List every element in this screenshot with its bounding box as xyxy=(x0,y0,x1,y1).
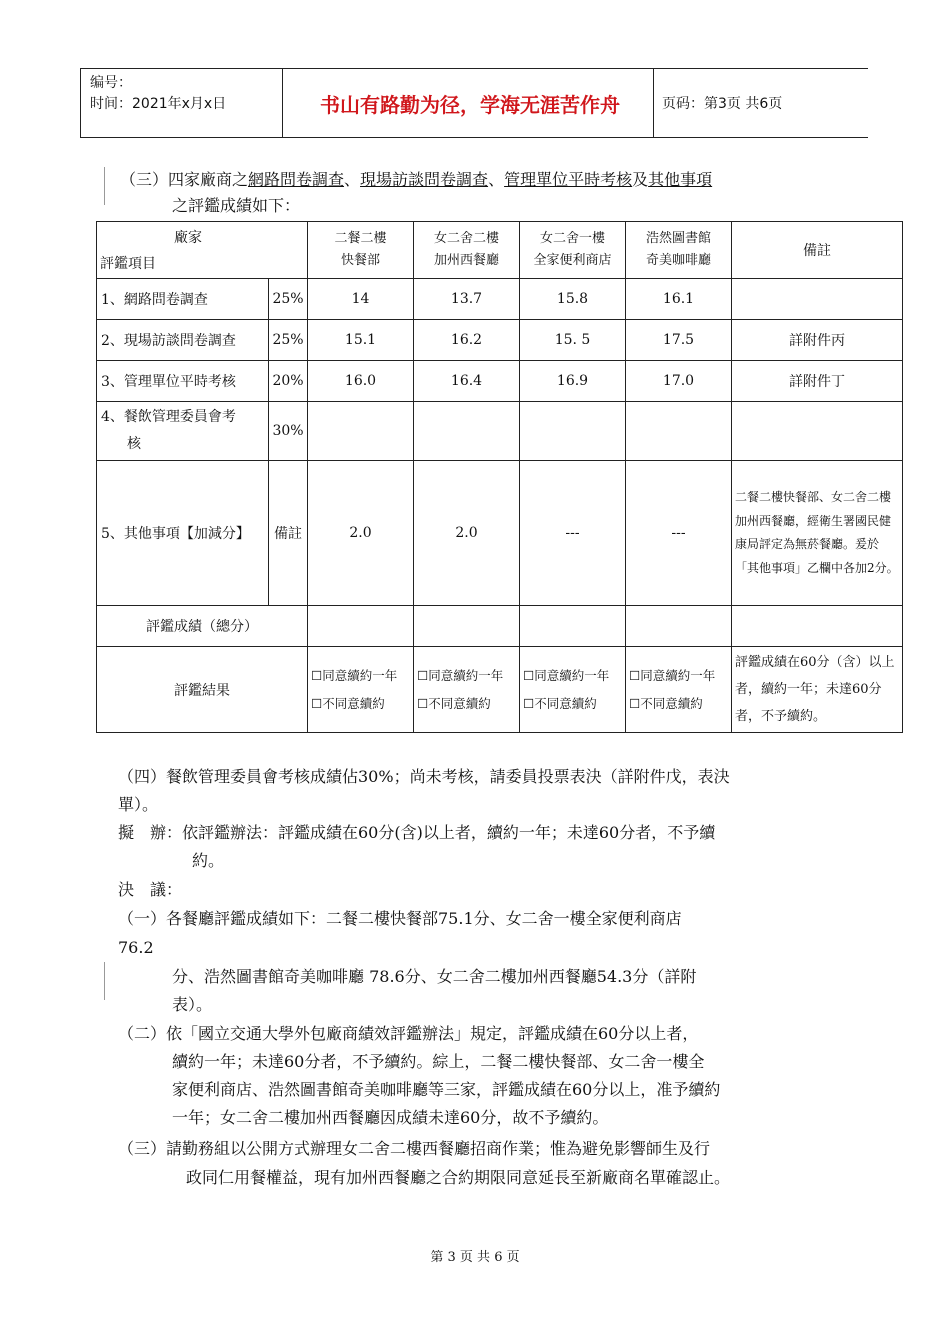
score-cell: 16.9 xyxy=(520,361,626,402)
vendor-name: 浩然圖書館 xyxy=(645,231,711,246)
remark-cell: 詳附件丙 xyxy=(732,320,903,361)
resolution-1-line1: （一）各餐廳評鑑成績如下：二餐二樓快餐部75.1分、女二舍一樓全家便利商店 xyxy=(118,909,682,928)
corner-item-label: 評鑑項目 xyxy=(100,256,156,272)
corner-cell xyxy=(97,222,308,279)
remark-cell: 二餐二樓快餐部、女二舍二樓加州西餐廳，經衛生署國民健康局評定為無菸餐廳。爰於「其他事項」乙欄中各加2分。 xyxy=(732,461,903,606)
p4-line1: （四）餐飲管理委員會考核成績佔30%；尚未考核，請委員投票表決（詳附件戊，表決 xyxy=(118,767,730,786)
resolution-1-line2: 76.2 xyxy=(118,938,154,957)
vendor-header xyxy=(308,222,414,279)
score-cell: 17.5 xyxy=(626,320,732,361)
resolution-3-line1: （三）請勤務組以公開方式辦理女二舍二樓西餐廳招商作業；惟為避免影響師生及行 xyxy=(118,1139,711,1158)
result-label: 評鑑結果 xyxy=(97,647,308,733)
header-meta xyxy=(90,73,226,115)
vendor-header xyxy=(626,222,732,279)
section3-prefix: （三）四家廠商之 xyxy=(120,170,249,189)
vendor-name: 女二舍一樓 xyxy=(539,231,605,246)
section3-item-online-survey: 網路問卷調查 xyxy=(248,170,345,189)
header-time: 时间：2021年x月x日 xyxy=(90,96,227,112)
result-row xyxy=(97,647,903,733)
score-cell: 16.4 xyxy=(414,361,520,402)
section3-item-other: 其他事項 xyxy=(648,170,713,189)
remark-cell: 詳附件丁 xyxy=(732,361,903,402)
evaluation-table xyxy=(96,221,903,733)
row-label: 1、網路問卷調查 xyxy=(97,279,269,320)
resolution-1-line3: 分、浩然圖書館奇美咖啡廳 78.6分、女二舍二樓加州西餐廳54.3分（詳附 xyxy=(172,967,697,986)
row-label-line: 4、餐飲管理委員會考 xyxy=(101,409,236,425)
agree-checkbox[interactable]: ☐同意續約一年 xyxy=(523,667,610,683)
total-cell xyxy=(414,606,520,647)
row-weight: 20% xyxy=(269,361,308,402)
section3-intro-line2: 之評鑑成績如下： xyxy=(172,196,301,215)
remark-header: 備註 xyxy=(732,222,903,279)
score-cell xyxy=(626,402,732,461)
revision-mark xyxy=(104,962,105,1000)
table-row xyxy=(97,320,903,361)
score-cell: 17.0 xyxy=(626,361,732,402)
resolution-2-line3: 家便利商店、浩然圖書館奇美咖啡廳等三家，評鑑成績在60分以上，准予續約 xyxy=(172,1080,721,1099)
score-cell xyxy=(520,402,626,461)
vendor-name: 加州西餐廳 xyxy=(433,253,499,268)
row-label: 3、管理單位平時考核 xyxy=(97,361,269,402)
score-cell: 2.0 xyxy=(308,461,414,606)
resolution-3-line2: 政同仁用餐權益，現有加州西餐廳之合約期限同意延長至新廠商名單確認止。 xyxy=(186,1168,731,1187)
proposal-line1: 擬 辦：依評鑑辦法：評鑑成績在60分(含)以上者，續約一年；未達60分者，不予續 xyxy=(118,823,716,842)
table-header-row xyxy=(97,222,903,279)
score-cell: --- xyxy=(520,461,626,606)
section3-join: 及 xyxy=(632,170,649,189)
score-cell: 16.0 xyxy=(308,361,414,402)
result-remark: 評鑑成績在60分（含）以上者，續約一年；未達60分者，不予續約。 xyxy=(732,647,903,733)
resolution-2-line1: （二）依「國立交通大學外包廠商績效評鑑辦法」規定，評鑑成績在60分以上者， xyxy=(118,1024,699,1043)
section3-sep: 、 xyxy=(488,170,505,189)
score-cell xyxy=(414,402,520,461)
agree-checkbox[interactable]: ☐同意續約一年 xyxy=(629,667,716,683)
row-weight: 25% xyxy=(269,279,308,320)
row-weight: 25% xyxy=(269,320,308,361)
corner-vendor-label: 廠家 xyxy=(174,230,202,246)
score-cell: 15. 5 xyxy=(520,320,626,361)
remark-cell xyxy=(732,279,903,320)
table-row xyxy=(97,279,903,320)
section3-sep: 、 xyxy=(344,170,361,189)
score-cell: 15.1 xyxy=(308,320,414,361)
table-row xyxy=(97,461,903,606)
score-cell: 16.1 xyxy=(626,279,732,320)
score-cell: 16.2 xyxy=(414,320,520,361)
header-divider-1 xyxy=(282,69,283,137)
remark-cell xyxy=(732,402,903,461)
result-options xyxy=(626,647,732,733)
header-motto: 书山有路勤为径，学海无涯苦作舟 xyxy=(320,92,620,117)
row-weight: 30% xyxy=(269,402,308,461)
row-label-line: 核 xyxy=(127,436,141,452)
table-row xyxy=(97,402,903,461)
vendor-header xyxy=(414,222,520,279)
agree-checkbox[interactable]: ☐同意續約一年 xyxy=(311,667,398,683)
agree-checkbox[interactable]: ☐同意續約一年 xyxy=(417,667,504,683)
revision-mark xyxy=(104,167,105,205)
resolution-1-line4: 表）。 xyxy=(172,995,213,1014)
total-cell xyxy=(626,606,732,647)
proposal-line2: 約。 xyxy=(192,851,225,870)
vendor-name: 女二舍二樓 xyxy=(433,231,499,246)
score-cell xyxy=(308,402,414,461)
header-page-code: 页码：第3页 共6页 xyxy=(662,96,783,112)
score-cell: 13.7 xyxy=(414,279,520,320)
score-cell: --- xyxy=(626,461,732,606)
vendor-name: 奇美咖啡廳 xyxy=(645,253,711,268)
vendor-name: 全家便利商店 xyxy=(533,253,612,268)
row-label: 5、其他事項【加減分】 xyxy=(97,461,269,606)
disagree-checkbox[interactable]: ☐不同意續約 xyxy=(523,695,597,711)
disagree-checkbox[interactable]: ☐不同意續約 xyxy=(417,695,491,711)
resolution-label: 決 議： xyxy=(118,880,183,899)
total-label: 評鑑成績（總分） xyxy=(97,606,308,647)
row-label xyxy=(97,402,269,461)
disagree-checkbox[interactable]: ☐不同意續約 xyxy=(311,695,385,711)
section3-item-management: 管理單位平時考核 xyxy=(504,170,633,189)
resolution-2-line4: 一年；女二舍二樓加州西餐廳因成績未達60分，故不予續約。 xyxy=(172,1108,609,1127)
section3-intro xyxy=(120,167,712,193)
total-row xyxy=(97,606,903,647)
result-options xyxy=(520,647,626,733)
disagree-checkbox[interactable]: ☐不同意續約 xyxy=(629,695,703,711)
result-options xyxy=(308,647,414,733)
header-left-border xyxy=(80,69,81,137)
table-row xyxy=(97,361,903,402)
row-weight: 備註 xyxy=(269,461,308,606)
resolution-2-line2: 續約一年；未達60分者，不予續約。綜上，二餐二樓快餐部、女二舍一樓全 xyxy=(172,1052,705,1071)
score-cell: 14 xyxy=(308,279,414,320)
vendor-name: 二餐二樓 xyxy=(334,231,387,246)
row-label: 2、現場訪談問卷調查 xyxy=(97,320,269,361)
page-header xyxy=(80,68,868,138)
vendor-name: 快餐部 xyxy=(340,253,380,268)
result-options xyxy=(414,647,520,733)
score-cell: 2.0 xyxy=(414,461,520,606)
score-cell: 15.8 xyxy=(520,279,626,320)
page-footer: 第 3 页 共 6 页 xyxy=(430,1250,520,1265)
total-cell xyxy=(520,606,626,647)
p4-line2: 單）。 xyxy=(118,795,159,814)
header-number: 编号： xyxy=(90,75,132,91)
total-cell xyxy=(308,606,414,647)
section3-item-onsite-survey: 現場訪談問卷調查 xyxy=(360,170,489,189)
total-cell xyxy=(732,606,903,647)
vendor-header xyxy=(520,222,626,279)
